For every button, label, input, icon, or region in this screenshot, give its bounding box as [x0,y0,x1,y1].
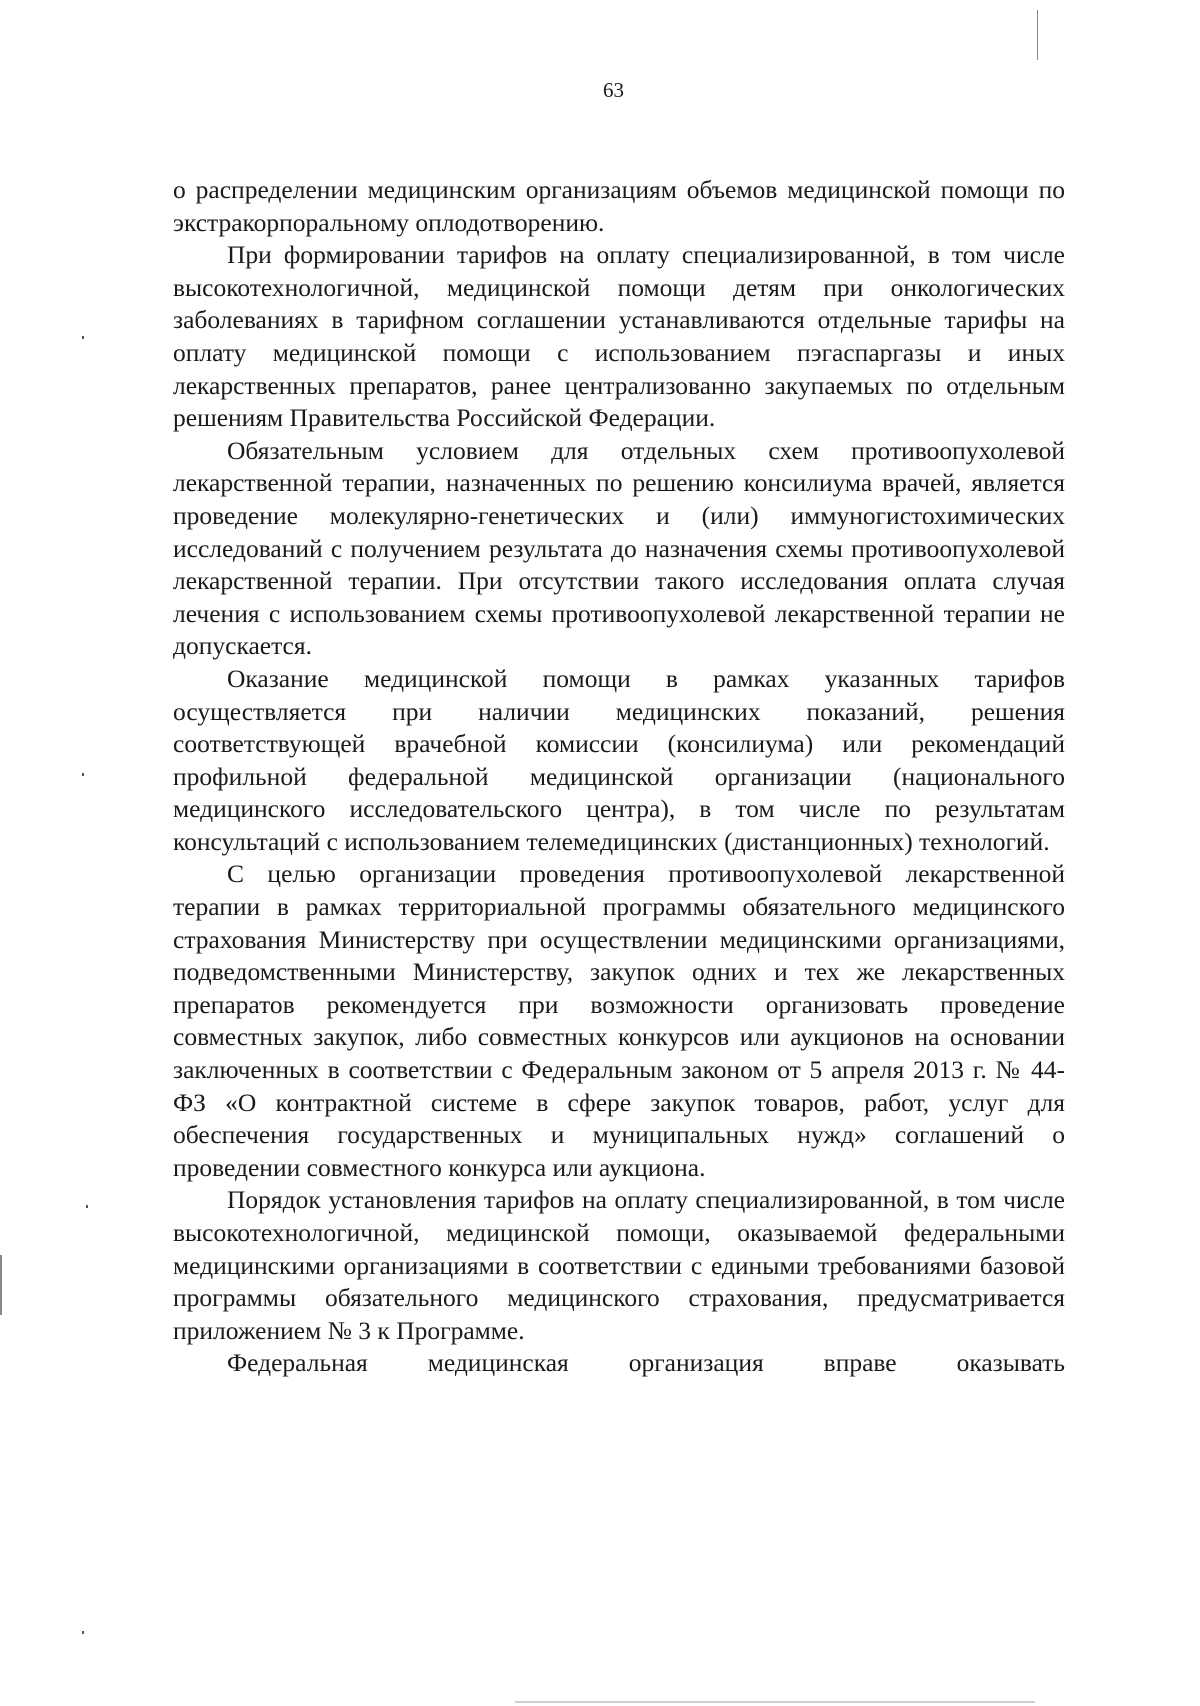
paragraph-provision-of-care: Оказание медицинской помощи в рамках указанных тарифов осуществляется при наличии медицинских показаний, решения соответствующей врачебной комиссии (консилиума) или рекомендаций профильной федеральной медицинской организации (национального медицинского исследовательского центра), в том числе по результатам консультаций с использованием телемедицинских (дистанционных) технологий. [173,663,1065,856]
paragraph-tariffs-children-oncology: При формировании тарифов на оплату специализированной, в том числе высокотехнологичной, медицинской помощи детям при онкологических заболеваниях в тарифном соглашении устанавливаются отдельные тарифы на оплату медицинской помощи с использованием пэгаспаргазы и иных лекарственных препаратов, ранее централизованно закупаемых по отдельным решениям Правительства Российской Федерации. [173,240,1065,433]
scan-speck [86,1205,88,1208]
paragraph-tariff-procedure: Порядок установления тарифов на оплату специализированной, в том числе высокотехнологичной, медицинской помощи, оказываемой федеральными медицинскими организациями в соответствии с едиными требованиями базовой программы обязательного медицинского страхования, предусматривается приложением № 3 к Программе. [173,1185,1065,1345]
paragraph-federal-organization: Федеральная медицинская организация вправе оказывать [227,1348,1065,1378]
scan-edge-mark [1037,10,1038,60]
page-number: 63 [603,78,624,102]
paragraph-joint-procurement: С целью организации проведения противоопухолевой лекарственной терапии в рамках территориальной программы обязательного медицинского страхования Министерству при осуществлении медицинскими организациями, подведомственными Министерству, закупок одних и тех же лекарственных препаратов рекомендуется при возможности организовать проведение совместных закупок, либо совместных конкурсов или аукционов на основании заключенных в соответствии с Федеральным законом от 5 апреля 2013 г. № 44-ФЗ «О контрактной системе в сфере закупок товаров, работ, услуг для обеспечения государственных и муниципальных нужд» соглашений о проведении совместного конкурса или аукциона. [173,859,1065,1182]
document-body [173,174,1065,1380]
scan-edge-mark [0,1255,2,1315]
scan-speck [82,336,84,339]
scan-bottom-rule [515,1701,1035,1703]
scan-speck [82,773,84,776]
scan-speck [82,1631,84,1634]
paragraph-continuation: о распределении медицинским организациям объемов медицинской помощи по экстракорпоральному оплодотворению. [173,175,1065,237]
paragraph-mandatory-condition: Обязательным условием для отдельных схем противоопухолевой лекарственной терапии, назначенных по решению консилиума врачей, является проведение молекулярно-генетических и (или) иммуногистохимических исследований с получением результата до назначения схемы противоопухолевой лекарственной терапии. При отсутствии такого исследования оплата случая лечения с использованием схемы противоопухолевой лекарственной терапии не допускается. [173,435,1065,661]
